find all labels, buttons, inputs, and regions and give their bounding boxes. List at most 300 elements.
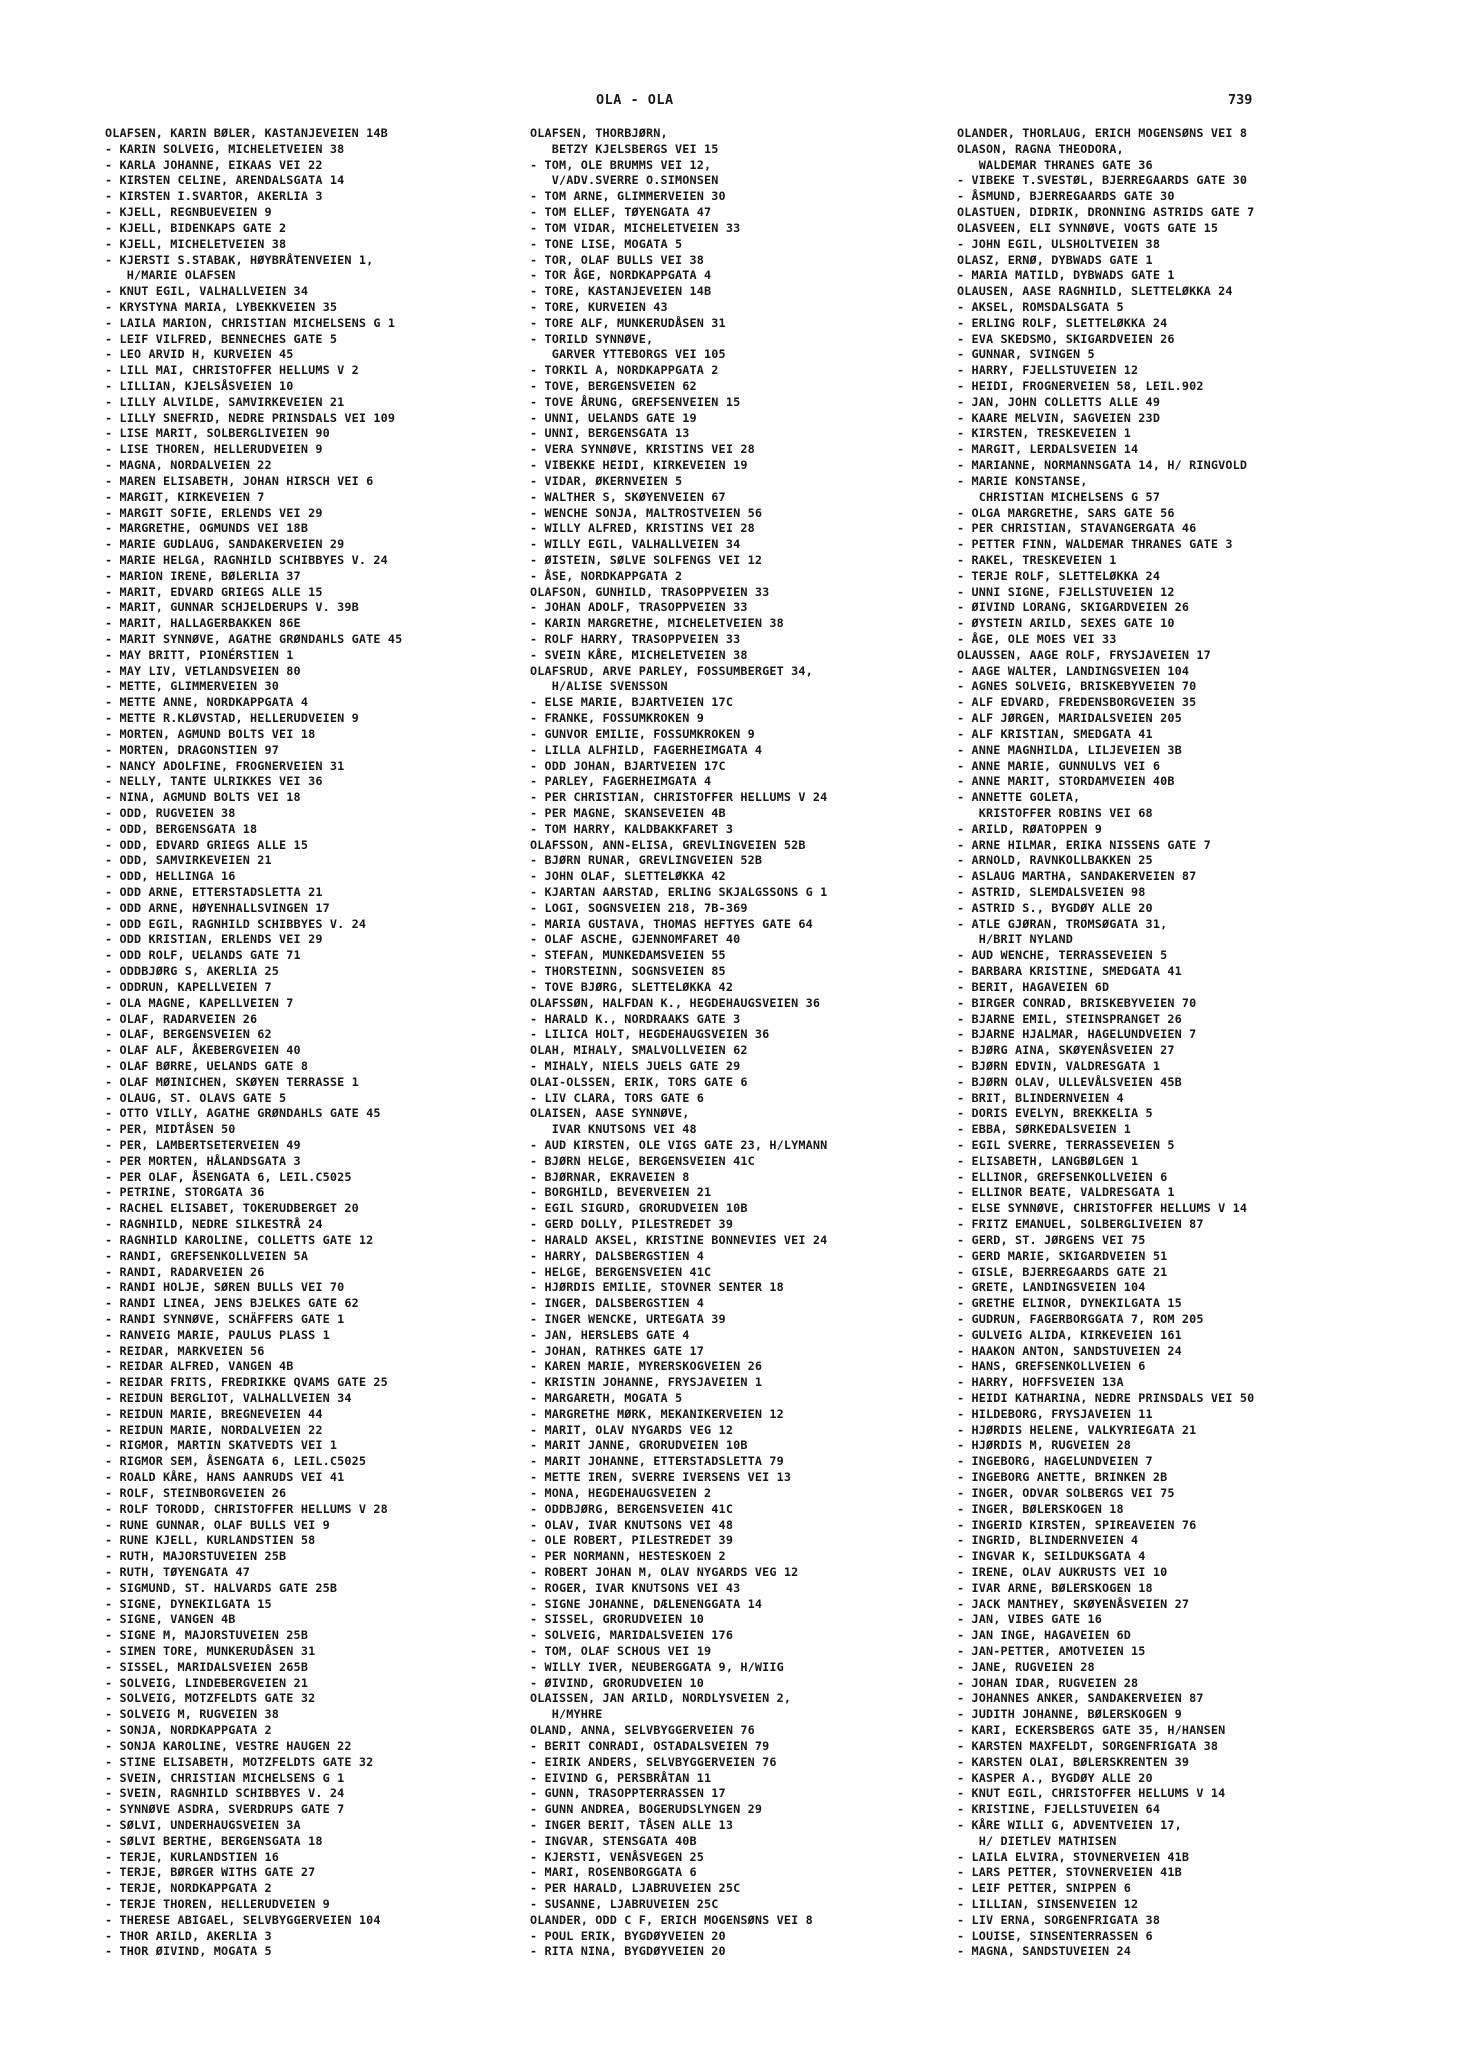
directory-entry: - ODD, RUGVEIEN 38 (105, 805, 236, 820)
directory-entry: - REIDUN BERGLIOT, VALHALLVEIEN 34 (105, 1391, 352, 1405)
directory-entry: - RUTH, MAJORSTUVEIEN 25B (105, 1549, 287, 1564)
directory-entry: - KARI, ECKERSBERGS GATE 35, H/HANSEN (957, 1723, 1226, 1738)
directory-entry: - EIVIND G, PERSBRÅTAN 11 (530, 1770, 712, 1785)
directory-entry: - TOR ÅGE, NORDKAPPGATA 4 (530, 268, 712, 283)
directory-entry: - RAGNHILD, NEDRE SILKESTRÅ 24 (105, 1217, 323, 1232)
directory-entry: - INGVAR K, SEILDUKSGATA 4 (957, 1549, 1146, 1564)
directory-entry: - OLAF, BERGENSVEIEN 62 (105, 1027, 272, 1042)
directory-entry: - EVA SKEDSMO, SKIGARDVEIEN 26 (957, 331, 1175, 346)
directory-entry: - GULVEIG ALIDA, KIRKEVEIEN 161 (957, 1327, 1182, 1342)
directory-entry: - MARION IRENE, BØLERLIA 37 (105, 568, 301, 583)
directory-entry: - LILICA HOLT, HEGDEHAUGSVEIEN 36 (530, 1027, 770, 1042)
directory-entry: - JOHAN IDAR, RUGVEIEN 28 (957, 1675, 1139, 1690)
directory-entry: - DORIS EVELYN, BREKKELIA 5 (957, 1106, 1153, 1121)
directory-entry: - JAN, HERSLEBS GATE 4 (530, 1327, 690, 1342)
directory-entry: H/ DIETLEV MATHISEN (957, 1833, 1117, 1848)
directory-entry: - WILLY EGIL, VALHALLVEIEN 34 (530, 537, 741, 552)
directory-entry: OLAH, MIHALY, SMALVOLLVEIEN 62 (530, 1043, 748, 1058)
directory-entry: - KNUT EGIL, VALHALLVEIEN 34 (105, 284, 309, 299)
directory-entry: - BJØRNAR, EKRAVEIEN 8 (530, 1169, 690, 1184)
directory-entry: - TERJE, BØRGER WITHS GATE 27 (105, 1865, 316, 1880)
directory-entry: - ANNETTE GOLETA, (957, 790, 1081, 805)
directory-entry: - THOR ARILD, AKERLIA 3 (105, 1928, 272, 1943)
directory-entry: - JUDITH JOHANNE, BØLERSKOGEN 9 (957, 1707, 1182, 1722)
directory-entry: - SISSEL, MARIDALSVEIEN 265B (105, 1659, 309, 1674)
directory-entry: OLAFSON, GUNHILD, TRASOPPVEIEN 33 (530, 584, 770, 599)
directory-entry: - KARIN SOLVEIG, MICHELETVEIEN 38 (105, 141, 345, 156)
directory-entry: - REIDAR ALFRED, VANGEN 4B (105, 1359, 294, 1374)
directory-entry: - RIGMOR SEM, ÅSENGATA 6, LEIL.C5025 (105, 1454, 367, 1469)
directory-entry: - MAY BRITT, PIONÉRSTIEN 1 (105, 647, 294, 662)
directory-entry: - POUL ERIK, BYGDØYVEIEN 20 (530, 1928, 726, 1943)
directory-entry: - ROBERT JOHAN M, OLAV NYGARDS VEG 12 (530, 1564, 799, 1579)
directory-entry: - ASLAUG MARTHA, SANDAKERVEIEN 87 (957, 869, 1197, 884)
directory-entry: - SIGNE, VANGEN 4B (105, 1612, 236, 1627)
directory-entry: - PER, MIDTÅSEN 50 (105, 1122, 236, 1137)
directory-entry: - LILLY SNEFRID, NEDRE PRINSDALS VEI 109 (105, 410, 396, 425)
directory-entry: - MARIA MATILD, DYBWADS GATE 1 (957, 268, 1175, 283)
directory-entry: - JAN-PETTER, AMOTVEIEN 15 (957, 1644, 1146, 1658)
directory-entry: - KAREN MARIE, MYRERSKOGVEIEN 26 (530, 1359, 763, 1374)
directory-entry: - THERESE ABIGAEL, SELVBYGGERVEIEN 104 (105, 1912, 381, 1927)
directory-entry: - ELSE SYNNØVE, CHRISTOFFER HELLUMS V 14 (957, 1201, 1248, 1216)
directory-entry: - HJØRDIS M, RUGVEIEN 28 (957, 1438, 1132, 1453)
directory-entry: OLAFSSØN, HALFDAN K., HEGDEHAUGSVEIEN 36 (530, 995, 821, 1010)
directory-entry: - HJØRDIS HELENE, VALKYRIEGATA 21 (957, 1422, 1197, 1437)
directory-entry: - MAY LIV, VETLANDSVEIEN 80 (105, 663, 301, 678)
directory-entry: - ØIVIND, GRORUDVEIEN 10 (530, 1675, 705, 1690)
directory-entry: - BJØRN OLAV, ULLEVÅLSVEIEN 45B (957, 1074, 1182, 1089)
directory-entry: - REIDAR FRITS, FREDRIKKE QVAMS GATE 25 (105, 1375, 388, 1390)
directory-entry: - WILLY ALFRED, KRISTINS VEI 28 (530, 521, 755, 536)
directory-entry: - OLE ROBERT, PILESTREDET 39 (530, 1533, 734, 1548)
directory-entry: - REIDUN MARIE, NORDALVEIEN 22 (105, 1422, 323, 1437)
directory-entry: - SIMEN TORE, MUNKERUDÅSEN 31 (105, 1644, 316, 1658)
directory-entry: - REIDUN MARIE, BREGNEVEIEN 44 (105, 1406, 323, 1421)
directory-entry: - BJØRN RUNAR, GREVLINGVEIEN 52B (530, 853, 763, 868)
directory-entry: - KIRSTEN I.SVARTOR, AKERLIA 3 (105, 189, 323, 204)
directory-entry: - RANDI HOLJE, SØREN BULLS VEI 70 (105, 1280, 345, 1295)
directory-entry: - EBBA, SØRKEDALSVEIEN 1 (957, 1122, 1132, 1137)
directory-entry: - HARALD K., NORDRAAKS GATE 3 (530, 1011, 741, 1026)
directory-entry: - MIHALY, NIELS JUELS GATE 29 (530, 1058, 741, 1073)
directory-entry: - ELLINOR, GREFSENKOLLVEIEN 6 (957, 1169, 1168, 1184)
directory-entry: - INGER WENCKE, URTEGATA 39 (530, 1311, 726, 1326)
directory-entry: - TOM ARNE, GLIMMERVEIEN 30 (530, 189, 726, 204)
directory-entry: - TOVE ÅRUNG, GREFSENVEIEN 15 (530, 394, 741, 409)
directory-entry: - SVEIN KÅRE, MICHELETVEIEN 38 (530, 647, 748, 662)
directory-entry: - GUNVOR EMILIE, FOSSUMKROKEN 9 (530, 726, 755, 741)
directory-entry: - LILLIAN, SINSENVEIEN 12 (957, 1897, 1139, 1911)
directory-entry: BETZY KJELSBERGS VEI 15 (530, 141, 719, 156)
directory-column-3 (957, 126, 1397, 1960)
directory-entry: - JAN, JOHN COLLETTS ALLE 49 (957, 394, 1161, 409)
directory-entry: - MARIA GUSTAVA, THOMAS HEFTYES GATE 64 (530, 916, 813, 931)
directory-column-2 (530, 126, 970, 1960)
directory-entry: - NELLY, TANTE ULRIKKES VEI 36 (105, 774, 323, 789)
directory-entry: - LEIF VILFRED, BENNECHES GATE 5 (105, 331, 338, 346)
directory-entry: - ODD EGIL, RAGNHILD SCHIBBYES V. 24 (105, 916, 367, 931)
directory-entry: - TOVE BJØRG, SLETTELØKKA 42 (530, 979, 734, 994)
page-header (0, 92, 1458, 112)
directory-entry: - ODDRUN, KAPELLVEIEN 7 (105, 979, 272, 994)
directory-entry: - LILLIAN, KJELSÅSVEIEN 10 (105, 379, 294, 393)
directory-entry: - TERJE THOREN, HELLERUDVEIEN 9 (105, 1897, 330, 1911)
directory-entry: - INGER, BØLERSKOGEN 18 (957, 1501, 1124, 1516)
directory-entry: - MARIANNE, NORMANNSGATA 14, H/ RINGVOLD (957, 458, 1248, 473)
directory-entry: - GERD DOLLY, PILESTREDET 39 (530, 1217, 734, 1232)
directory-entry: - ASTRID S., BYGDØY ALLE 20 (957, 900, 1153, 915)
directory-entry: - PER OLAF, ÅSENGATA 6, LEIL.C5025 (105, 1169, 352, 1184)
directory-entry: - MARIE GUDLAUG, SANDAKERVEIEN 29 (105, 537, 345, 552)
directory-entry: - MARIE HELGA, RAGNHILD SCHIBBYES V. 24 (105, 552, 388, 567)
directory-entry: OLAISSEN, JAN ARILD, NORDLYSVEIEN 2, (530, 1691, 792, 1706)
directory-entry: - BJØRN EDVIN, VALDRESGATA 1 (957, 1058, 1161, 1073)
directory-entry: - SIGNE, DYNEKILGATA 15 (105, 1596, 272, 1611)
directory-entry: - TOR, OLAF BULLS VEI 38 (530, 252, 705, 267)
directory-entry: - BJØRG AINA, SKØYENÅSVEIEN 27 (957, 1043, 1175, 1058)
directory-entry: - EGIL SIGURD, GRORUDVEIEN 10B (530, 1201, 748, 1216)
directory-entry: - UNNI, UELANDS GATE 19 (530, 410, 697, 425)
directory-entry: - LIV ERNA, SORGENFRIGATA 38 (957, 1912, 1161, 1927)
directory-entry: OLAFSRUD, ARVE PARLEY, FOSSUMBERGET 34, (530, 663, 813, 678)
directory-entry: - TONE LISE, MOGATA 5 (530, 236, 683, 251)
directory-entry: KRISTOFFER ROBINS VEI 68 (957, 805, 1153, 820)
directory-entry: - INGER BERIT, TÅSEN ALLE 13 (530, 1817, 734, 1832)
directory-entry: - SOLVEIG, LINDEBERGVEIEN 21 (105, 1675, 309, 1690)
directory-entry: - SØLVI, UNDERHAUGSVEIEN 3A (105, 1817, 301, 1832)
directory-entry: - TOM, OLAF SCHOUS VEI 19 (530, 1644, 712, 1658)
directory-entry: - METTE, GLIMMERVEIEN 30 (105, 679, 280, 694)
directory-entry: - RANDI SYNNØVE, SCHÄFFERS GATE 1 (105, 1311, 345, 1326)
directory-entry: - THORSTEINN, SOGNSVEIEN 85 (530, 964, 726, 979)
directory-entry: - INGVAR, STENSGATA 40B (530, 1833, 697, 1848)
directory-entry: - LAILA MARION, CHRISTIAN MICHELSENS G 1 (105, 315, 396, 330)
directory-entry: - JACK MANTHEY, SKØYENÅSVEIEN 27 (957, 1596, 1190, 1611)
directory-entry: - SIGMUND, ST. HALVARDS GATE 25B (105, 1580, 338, 1595)
directory-entry: - RANDI, RADARVEIEN 26 (105, 1264, 265, 1279)
directory-entry: OLAND, ANNA, SELVBYGGERVEIEN 76 (530, 1723, 755, 1738)
directory-entry: - ARNOLD, RAVNKOLLBAKKEN 25 (957, 853, 1153, 868)
directory-entry: - OLA MAGNE, KAPELLVEIEN 7 (105, 995, 294, 1010)
directory-entry: - FRITZ EMANUEL, SOLBERGLIVEIEN 87 (957, 1217, 1204, 1232)
directory-entry: - UNNI, BERGENSGATA 13 (530, 426, 690, 441)
directory-entry: - OLAF ALF, ÅKEBERGVEIEN 40 (105, 1043, 301, 1058)
directory-entry: - ELLINOR BEATE, VALDRESGATA 1 (957, 1185, 1175, 1200)
directory-entry: - SIGNE JOHANNE, DÆLENENGGATA 14 (530, 1596, 763, 1611)
directory-entry: - ARILD, RØATOPPEN 9 (957, 821, 1103, 836)
directory-entry: - OLAUG, ST. OLAVS GATE 5 (105, 1090, 287, 1105)
directory-entry: - ÅGE, OLE MOES VEI 33 (957, 632, 1117, 646)
directory-entry: H/MARIE OLAFSEN (105, 268, 236, 283)
directory-entry: - MAGNA, NORDALVEIEN 22 (105, 458, 272, 473)
directory-entry: - BJARNE HJALMAR, HAGELUNDVEIEN 7 (957, 1027, 1197, 1042)
directory-entry: - EIRIK ANDERS, SELVBYGGERVEIEN 76 (530, 1754, 777, 1769)
directory-entry: - RUTH, TØYENGATA 47 (105, 1564, 251, 1579)
directory-entry: - LEO ARVID H, KURVEIEN 45 (105, 347, 294, 362)
directory-entry: - KIRSTEN, TRESKEVEIEN 1 (957, 426, 1132, 441)
directory-entry: - ROLF HARRY, TRASOPPVEIEN 33 (530, 632, 741, 646)
directory-entry: - ODD ROLF, UELANDS GATE 71 (105, 948, 301, 963)
directory-entry: - OLGA MARGRETHE, SARS GATE 56 (957, 505, 1175, 520)
directory-entry: - AUD WENCHE, TERRASSEVEIEN 5 (957, 948, 1168, 963)
directory-entry: - TORE, KASTANJEVEIEN 14B (530, 284, 712, 299)
directory-entry: - TERJE, KURLANDSTIEN 16 (105, 1849, 280, 1864)
directory-entry: - HARRY, FJELLSTUVEIEN 12 (957, 363, 1139, 378)
directory-entry: - MARGRETHE, OGMUNDS VEI 18B (105, 521, 309, 536)
directory-entry: - MONA, HEGDEHAUGSVEIEN 2 (530, 1485, 712, 1500)
directory-entry: - ELSE MARIE, BJARTVEIEN 17C (530, 695, 734, 710)
directory-entry: - MARGARETH, MOGATA 5 (530, 1391, 683, 1405)
directory-entry: - TORE ALF, MUNKERUDÅSEN 31 (530, 315, 726, 330)
directory-entry: - ØIVIND LORANG, SKIGARDVEIEN 26 (957, 600, 1190, 615)
directory-entry: - AAGE WALTER, LANDINGSVEIEN 104 (957, 663, 1190, 678)
directory-entry: - SIGNE M, MAJORSTUVEIEN 25B (105, 1628, 309, 1643)
directory-entry: - MARIT SYNNØVE, AGATHE GRØNDAHLS GATE 45 (105, 632, 403, 646)
directory-entry: OLASVEEN, ELI SYNNØVE, VOGTS GATE 15 (957, 220, 1219, 235)
directory-entry: - SOLVEIG, MOTZFELDTS GATE 32 (105, 1691, 316, 1706)
directory-entry: - OLAF ASCHE, GJENNOMFARET 40 (530, 932, 741, 947)
directory-entry: - MARGIT, LERDALSVEIEN 14 (957, 442, 1139, 457)
directory-entry: - REIDAR, MARKVEIEN 56 (105, 1343, 265, 1358)
directory-entry: - JOHN OLAF, SLETTELØKKA 42 (530, 869, 726, 884)
directory-entry: - MORTEN, AGMUND BOLTS VEI 18 (105, 726, 316, 741)
directory-entry: - SONJA KAROLINE, VESTRE HAUGEN 22 (105, 1738, 352, 1753)
directory-entry: - JOHAN ADOLF, TRASOPPVEIEN 33 (530, 600, 748, 615)
directory-entry: - ANNE MARIE, GUNNULVS VEI 6 (957, 758, 1161, 773)
directory-entry: - KARSTEN MAXFELDT, SORGENFRIGATA 38 (957, 1738, 1219, 1753)
directory-entry: - KJERSTI, VENÅSVEGEN 25 (530, 1849, 705, 1864)
directory-entry: - WENCHE SONJA, MALTROSTVEIEN 56 (530, 505, 763, 520)
directory-entry: - BARBARA KRISTINE, SMEDGATA 41 (957, 964, 1182, 979)
directory-entry: - LILLY ALVILDE, SAMVIRKEVEIEN 21 (105, 394, 345, 409)
directory-entry: - PER HARALD, LJABRUVEIEN 25C (530, 1881, 741, 1896)
directory-entry: - HJØRDIS EMILIE, STOVNER SENTER 18 (530, 1280, 784, 1295)
directory-entry: H/BRIT NYLAND (957, 932, 1074, 947)
directory-entry: - TERJE, NORDKAPPGATA 2 (105, 1881, 272, 1896)
directory-entry: - HILDEBORG, FRYSJAVEIEN 11 (957, 1406, 1153, 1421)
directory-entry: - SOLVEIG M, RUGVEIEN 38 (105, 1707, 280, 1722)
running-head: OLA - OLA (596, 92, 674, 108)
directory-entry: - INGEBORG, HAGELUNDVEIEN 7 (957, 1454, 1153, 1469)
directory-entry: - TORILD SYNNØVE, (530, 331, 654, 346)
directory-column-1 (105, 126, 545, 1960)
directory-entry: - INGRID, BLINDERNVEIEN 4 (957, 1533, 1139, 1548)
directory-entry: - JOHANNES ANKER, SANDAKERVEIEN 87 (957, 1691, 1204, 1706)
directory-entry: - GUNN, TRASOPPTERRASSEN 17 (530, 1786, 726, 1801)
directory-entry: - ODDBJØRG S, AKERLIA 25 (105, 964, 280, 979)
directory-entry: - GUNN ANDREA, BOGERUDSLYNGEN 29 (530, 1802, 763, 1817)
directory-entry: - JAN INGE, HAGAVEIEN 6D (957, 1628, 1132, 1643)
directory-entry: - KARSTEN OLAI, BØLERSKRENTEN 39 (957, 1754, 1190, 1769)
directory-entry: - KAARE MELVIN, SAGVEIEN 23D (957, 410, 1161, 425)
directory-entry: - PER MORTEN, HÅLANDSGATA 3 (105, 1153, 301, 1168)
directory-entry: OLAI-OLSSEN, ERIK, TORS GATE 6 (530, 1074, 748, 1089)
directory-entry: - LOUISE, SINSENTERRASSEN 6 (957, 1928, 1153, 1943)
directory-entry: - NANCY ADOLFINE, FROGNERVEIEN 31 (105, 758, 345, 773)
directory-entry: - OLAV, IVAR KNUTSONS VEI 48 (530, 1517, 734, 1532)
directory-entry: - KIRSTEN CELINE, ARENDALSGATA 14 (105, 173, 345, 188)
directory-entry: - ODD JOHAN, BJARTVEIEN 17C (530, 758, 726, 773)
directory-entry: - AUD KIRSTEN, OLE VIGS GATE 23, H/LYMANN (530, 1138, 828, 1152)
directory-entry: - KJELL, REGNBUEVEIEN 9 (105, 205, 272, 220)
directory-entry: - ODD, HELLINGA 16 (105, 869, 236, 884)
directory-entry: - GERD, ST. JØRGENS VEI 75 (957, 1232, 1146, 1247)
directory-entry: - SUSANNE, LJABRUVEIEN 25C (530, 1897, 719, 1911)
directory-entry: - ATLE GJØRAN, TROMSØGATA 31, (957, 916, 1168, 931)
directory-entry: - WALTHER S, SKØYENVEIEN 67 (530, 489, 726, 504)
directory-entry: - GISLE, BJERREGAARDS GATE 21 (957, 1264, 1168, 1279)
directory-entry: - MAGNA, SANDSTUVEIEN 24 (957, 1944, 1132, 1959)
directory-entry: OLAFSEN, THORBJØRN, (530, 126, 668, 140)
directory-entry: - LILL MAI, CHRISTOFFER HELLUMS V 2 (105, 363, 359, 378)
directory-entry: - MORTEN, DRAGONSTIEN 97 (105, 742, 280, 757)
directory-entry: - OLAF, RADARVEIEN 26 (105, 1011, 258, 1026)
directory-entry: - ARNE HILMAR, ERIKA NISSENS GATE 7 (957, 837, 1211, 852)
directory-entry: - TOM VIDAR, MICHELETVEIEN 33 (530, 220, 741, 235)
directory-entry: - MARIT JOHANNE, ETTERSTADSLETTA 79 (530, 1454, 784, 1469)
directory-entry: - JAN, VIBES GATE 16 (957, 1612, 1103, 1627)
directory-entry: - ODD, BERGENSGATA 18 (105, 821, 258, 836)
directory-entry: - TOM HARRY, KALDBAKKFARET 3 (530, 821, 734, 836)
directory-entry: - ANNE MARIT, STORDAMVEIEN 40B (957, 774, 1175, 789)
directory-entry: - INGERID KIRSTEN, SPIREAVEIEN 76 (957, 1517, 1197, 1532)
directory-entry: - HARRY, DALSBERGSTIEN 4 (530, 1248, 705, 1263)
directory-entry: - SØLVI BERTHE, BERGENSGATA 18 (105, 1833, 323, 1848)
directory-entry: - PER MAGNE, SKANSEVEIEN 4B (530, 805, 726, 820)
directory-entry: - HARALD AKSEL, KRISTINE BONNEVIES VEI 24 (530, 1232, 828, 1247)
directory-entry: - ERLING ROLF, SLETTELØKKA 24 (957, 315, 1168, 330)
directory-entry: - RAGNHILD KAROLINE, COLLETTS GATE 12 (105, 1232, 374, 1247)
directory-entry: V/ADV.SVERRE O.SIMONSEN (530, 173, 719, 188)
directory-entry: - LARS PETTER, STOVNERVEIEN 41B (957, 1865, 1182, 1880)
directory-entry: OLAISEN, AASE SYNNØVE, (530, 1106, 690, 1121)
directory-entry: - ALF JØRGEN, MARIDALSVEIEN 205 (957, 711, 1182, 726)
directory-entry: CHRISTIAN MICHELSENS G 57 (957, 489, 1161, 504)
directory-entry: - PETTER FINN, WALDEMAR THRANES GATE 3 (957, 537, 1233, 552)
directory-entry: - JOHAN, RATHKES GATE 17 (530, 1343, 705, 1358)
directory-entry: IVAR KNUTSONS VEI 48 (530, 1122, 697, 1137)
directory-entry: - OTTO VILLY, AGATHE GRØNDAHLS GATE 45 (105, 1106, 381, 1121)
directory-entry: - TERJE ROLF, SLETTELØKKA 24 (957, 568, 1161, 583)
directory-entry: - RANDI LINEA, JENS BJELKES GATE 62 (105, 1296, 359, 1311)
directory-entry: - MARIT JANNE, GRORUDVEIEN 10B (530, 1438, 748, 1453)
directory-entry: - MARIT, HALLAGERBAKKEN 86E (105, 616, 301, 631)
directory-entry: - RACHEL ELISABET, TOKERUDBERGET 20 (105, 1201, 359, 1216)
directory-entry: - BORGHILD, BEVERVEIEN 21 (530, 1185, 712, 1200)
directory-entry: - KÅRE WILLI G, ADVENTVEIEN 17, (957, 1817, 1182, 1832)
directory-entry: - SVEIN, CHRISTIAN MICHELSENS G 1 (105, 1770, 345, 1785)
directory-entry: - MAREN ELISABETH, JOHAN HIRSCH VEI 6 (105, 473, 374, 488)
directory-entry: - PER NORMANN, HESTESKOEN 2 (530, 1549, 726, 1564)
directory-entry: - ODD KRISTIAN, ERLENDS VEI 29 (105, 932, 323, 947)
directory-entry: - MARGIT, KIRKEVEIEN 7 (105, 489, 265, 504)
directory-entry: - ROGER, IVAR KNUTSONS VEI 43 (530, 1580, 741, 1595)
directory-entry: WALDEMAR THRANES GATE 36 (957, 157, 1153, 172)
directory-entry: - MARI, ROSENBORGGATA 6 (530, 1865, 697, 1880)
directory-entry: - PARLEY, FAGERHEIMGATA 4 (530, 774, 712, 789)
directory-entry: OLASZ, ERNØ, DYBWADS GATE 1 (957, 252, 1153, 267)
directory-entry: - MARIT, OLAV NYGARDS VEG 12 (530, 1422, 734, 1437)
directory-entry: - FRANKE, FOSSUMKROKEN 9 (530, 711, 705, 726)
directory-entry: - RAKEL, TRESKEVEIEN 1 (957, 552, 1117, 567)
directory-entry: OLASON, RAGNA THEODORA, (957, 141, 1124, 156)
directory-entry: - ODDBJØRG, BERGENSVEIEN 41C (530, 1501, 734, 1516)
directory-entry: - MARIE KONSTANSE, (957, 473, 1088, 488)
directory-entry: - TOVE, BERGENSVEIEN 62 (530, 379, 697, 393)
directory-entry: - HARRY, HOFFSVEIEN 13A (957, 1375, 1124, 1390)
directory-entry: - VIDAR, ØKERNVEIEN 5 (530, 473, 683, 488)
directory-entry: - BRIT, BLINDERNVEIEN 4 (957, 1090, 1124, 1105)
directory-entry: - TORE, KURVEIEN 43 (530, 299, 668, 314)
directory-entry: - KNUT EGIL, CHRISTOFFER HELLUMS V 14 (957, 1786, 1226, 1801)
directory-entry: - BJARNE EMIL, STEINSPRANGET 26 (957, 1011, 1182, 1026)
directory-entry: - SYNNØVE ASDRA, SVERDRUPS GATE 7 (105, 1802, 345, 1817)
directory-entry: - ROLF, STEINBORGVEIEN 26 (105, 1485, 287, 1500)
directory-entry: - LISE MARIT, SOLBERGLIVEIEN 90 (105, 426, 330, 441)
directory-entry: OLAFSEN, KARIN BØLER, KASTANJEVEIEN 14B (105, 126, 388, 140)
directory-entry: - ALF EDVARD, FREDENSBORGVEIEN 35 (957, 695, 1197, 710)
directory-entry: - HEIDI KATHARINA, NEDRE PRINSDALS VEI 50 (957, 1391, 1255, 1405)
directory-entry: - ASTRID, SLEMDALSVEIEN 98 (957, 885, 1146, 899)
directory-entry: - ÅSE, NORDKAPPGATA 2 (530, 568, 683, 583)
directory-entry: - KRISTINE, FJELLSTUVEIEN 64 (957, 1802, 1161, 1817)
directory-entry: - LIV CLARA, TORS GATE 6 (530, 1090, 705, 1105)
directory-entry: - HELGE, BERGENSVEIEN 41C (530, 1264, 712, 1279)
directory-entry: - KRYSTYNA MARIA, LYBEKKVEIEN 35 (105, 299, 338, 314)
directory-entry: - KARLA JOHANNE, EIKAAS VEI 22 (105, 157, 323, 172)
directory-entry: - SISSEL, GRORUDVEIEN 10 (530, 1612, 705, 1627)
directory-entry: - AGNES SOLVEIG, BRISKEBYVEIEN 70 (957, 679, 1197, 694)
directory-entry: - TOM ELLEF, TØYENGATA 47 (530, 205, 712, 220)
directory-entry: - VIBEKE T.SVESTØL, BJERREGAARDS GATE 30 (957, 173, 1248, 188)
directory-entry: - KJELL, MICHELETVEIEN 38 (105, 236, 287, 251)
directory-entry: - INGER, DALSBERGSTIEN 4 (530, 1296, 705, 1311)
directory-entry: - GUDRUN, FAGERBORGGATA 7, ROM 205 (957, 1311, 1204, 1326)
directory-entry: - STEFAN, MUNKEDAMSVEIEN 55 (530, 948, 726, 963)
directory-entry: - VERA SYNNØVE, KRISTINS VEI 28 (530, 442, 755, 457)
directory-entry: - METTE R.KLØVSTAD, HELLERUDVEIEN 9 (105, 711, 359, 726)
directory-entry: - GRETHE ELINOR, DYNEKILGATA 15 (957, 1296, 1182, 1311)
page-number: 739 (1228, 92, 1253, 108)
directory-entry: - HANS, GREFSENKOLLVEIEN 6 (957, 1359, 1146, 1374)
directory-entry: - ODD ARNE, HØYENHALLSVINGEN 17 (105, 900, 330, 915)
directory-entry: - MARGRETHE MØRK, MEKANIKERVEIEN 12 (530, 1406, 784, 1421)
directory-entry: - INGER, ODVAR SOLBERGS VEI 75 (957, 1485, 1175, 1500)
directory-entry: GARVER YTTEBORGS VEI 105 (530, 347, 726, 362)
directory-entry: - RANVEIG MARIE, PAULUS PLASS 1 (105, 1327, 330, 1342)
directory-entry: - RITA NINA, BYGDØYVEIEN 20 (530, 1944, 726, 1959)
directory-entry: H/ALISE SVENSSON (530, 679, 668, 694)
directory-entry: - OLAF MØINICHEN, SKØYEN TERRASSE 1 (105, 1074, 359, 1089)
directory-entry: - INGEBORG ANETTE, BRINKEN 2B (957, 1470, 1168, 1485)
directory-entry: OLAFSSON, ANN-ELISA, GREVLINGVEIEN 52B (530, 837, 806, 852)
directory-entry: - BJØRN HELGE, BERGENSVEIEN 41C (530, 1153, 755, 1168)
directory-entry: - RANDI, GREFSENKOLLVEIEN 5A (105, 1248, 309, 1263)
directory-entry: OLAUSEN, AASE RAGNHILD, SLETTELØKKA 24 (957, 284, 1233, 299)
directory-entry: - GRETE, LANDINGSVEIEN 104 (957, 1280, 1146, 1295)
directory-entry: - ØISTEIN, SØLVE SOLFENGS VEI 12 (530, 552, 763, 567)
directory-entry: - MARIT, EDVARD GRIEGS ALLE 15 (105, 584, 323, 599)
directory-entry: - LAILA ELVIRA, STOVNERVEIEN 41B (957, 1849, 1190, 1864)
directory-entry: - ODD, EDVARD GRIEGS ALLE 15 (105, 837, 309, 852)
directory-entry: - ELISABETH, LANGBØLGEN 1 (957, 1153, 1139, 1168)
directory-entry: - PER CHRISTIAN, STAVANGERGATA 46 (957, 521, 1197, 536)
directory-entry: - BERIT, HAGAVEIEN 6D (957, 979, 1110, 994)
directory-entry: - KJELL, BIDENKAPS GATE 2 (105, 220, 287, 235)
directory-entry: - METTE IREN, SVERRE IVERSENS VEI 13 (530, 1470, 792, 1485)
directory-entry: OLANDER, THORLAUG, ERICH MOGENSØNS VEI 8 (957, 126, 1248, 140)
